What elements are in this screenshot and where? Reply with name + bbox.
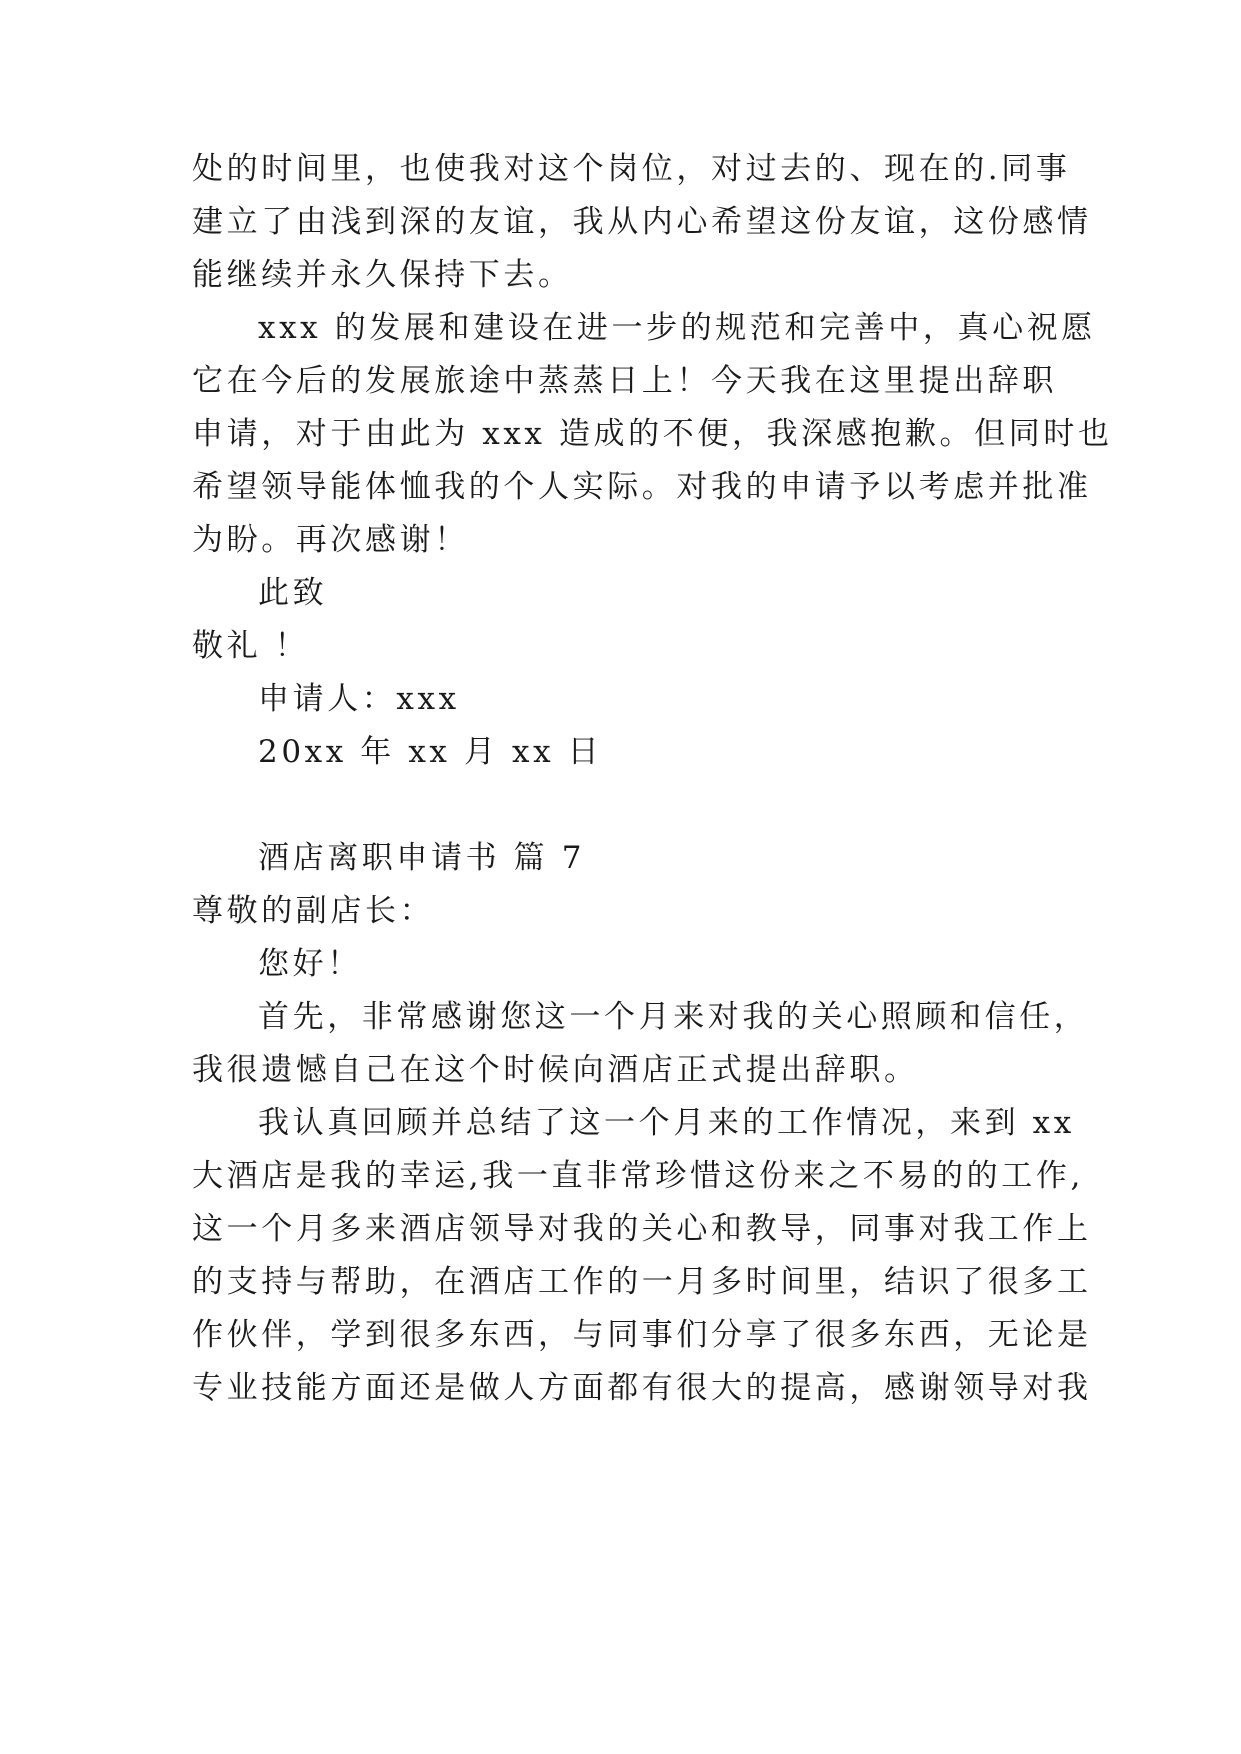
paragraph-line: 建立了由浅到深的友谊，我从内心希望这份友谊，这份感情 <box>192 204 1092 240</box>
paragraph-line: 希望领导能体恤我的个人实际。对我的申请予以考虑并批准 <box>192 469 1092 505</box>
paragraph-line: 处的时间里，也使我对这个岗位，对过去的、现在的.同事 <box>192 151 1071 187</box>
paragraph-line: 我很遗憾自己在这个时候向酒店正式提出辞职。 <box>192 1052 919 1088</box>
letter-date: 20xx 年 xx 月 xx 日 <box>258 734 603 770</box>
paragraph-line: xxx 的发展和建设在进一步的规范和完善中，真心祝愿 <box>258 310 1096 346</box>
paragraph-line: 首先，非常感谢您这一个月来对我的关心照顾和信任， <box>258 999 1089 1035</box>
letter-addressee: 尊敬的副店长： <box>192 893 435 929</box>
paragraph-line: 它在今后的发展旅途中蒸蒸日上！今天我在这里提出辞职 <box>192 363 1057 399</box>
closing-regards: 敬礼 ！ <box>192 628 310 664</box>
paragraph-line: 大酒店是我的幸运,我一直非常珍惜这份来之不易的的工作, <box>192 1158 1084 1194</box>
applicant-signature: 申请人：xxx <box>258 681 460 717</box>
paragraph-line: 专业技能方面还是做人方面都有很大的提高，感谢领导对我 <box>192 1370 1092 1406</box>
section-heading: 酒店离职申请书 篇 7 <box>258 840 586 876</box>
paragraph-line: 申请，对于由此为 xxx 造成的不便，我深感抱歉。但同时也 <box>192 416 1113 452</box>
paragraph-line: 能继续并永久保持下去。 <box>192 257 573 293</box>
paragraph-line: 为盼。再次感谢！ <box>192 522 469 558</box>
letter-greeting: 您好！ <box>258 946 362 982</box>
paragraph-line: 这一个月多来酒店领导对我的关心和教导，同事对我工作上 <box>192 1211 1092 1247</box>
paragraph-line: 我认真回顾并总结了这一个月来的工作情况，来到 xx <box>258 1105 1075 1141</box>
closing-salutation: 此致 <box>258 575 328 611</box>
paragraph-line: 作伙伴，学到很多东西，与同事们分享了很多东西，无论是 <box>192 1317 1092 1353</box>
paragraph-line: 的支持与帮助，在酒店工作的一月多时间里，结识了很多工 <box>192 1264 1092 1300</box>
